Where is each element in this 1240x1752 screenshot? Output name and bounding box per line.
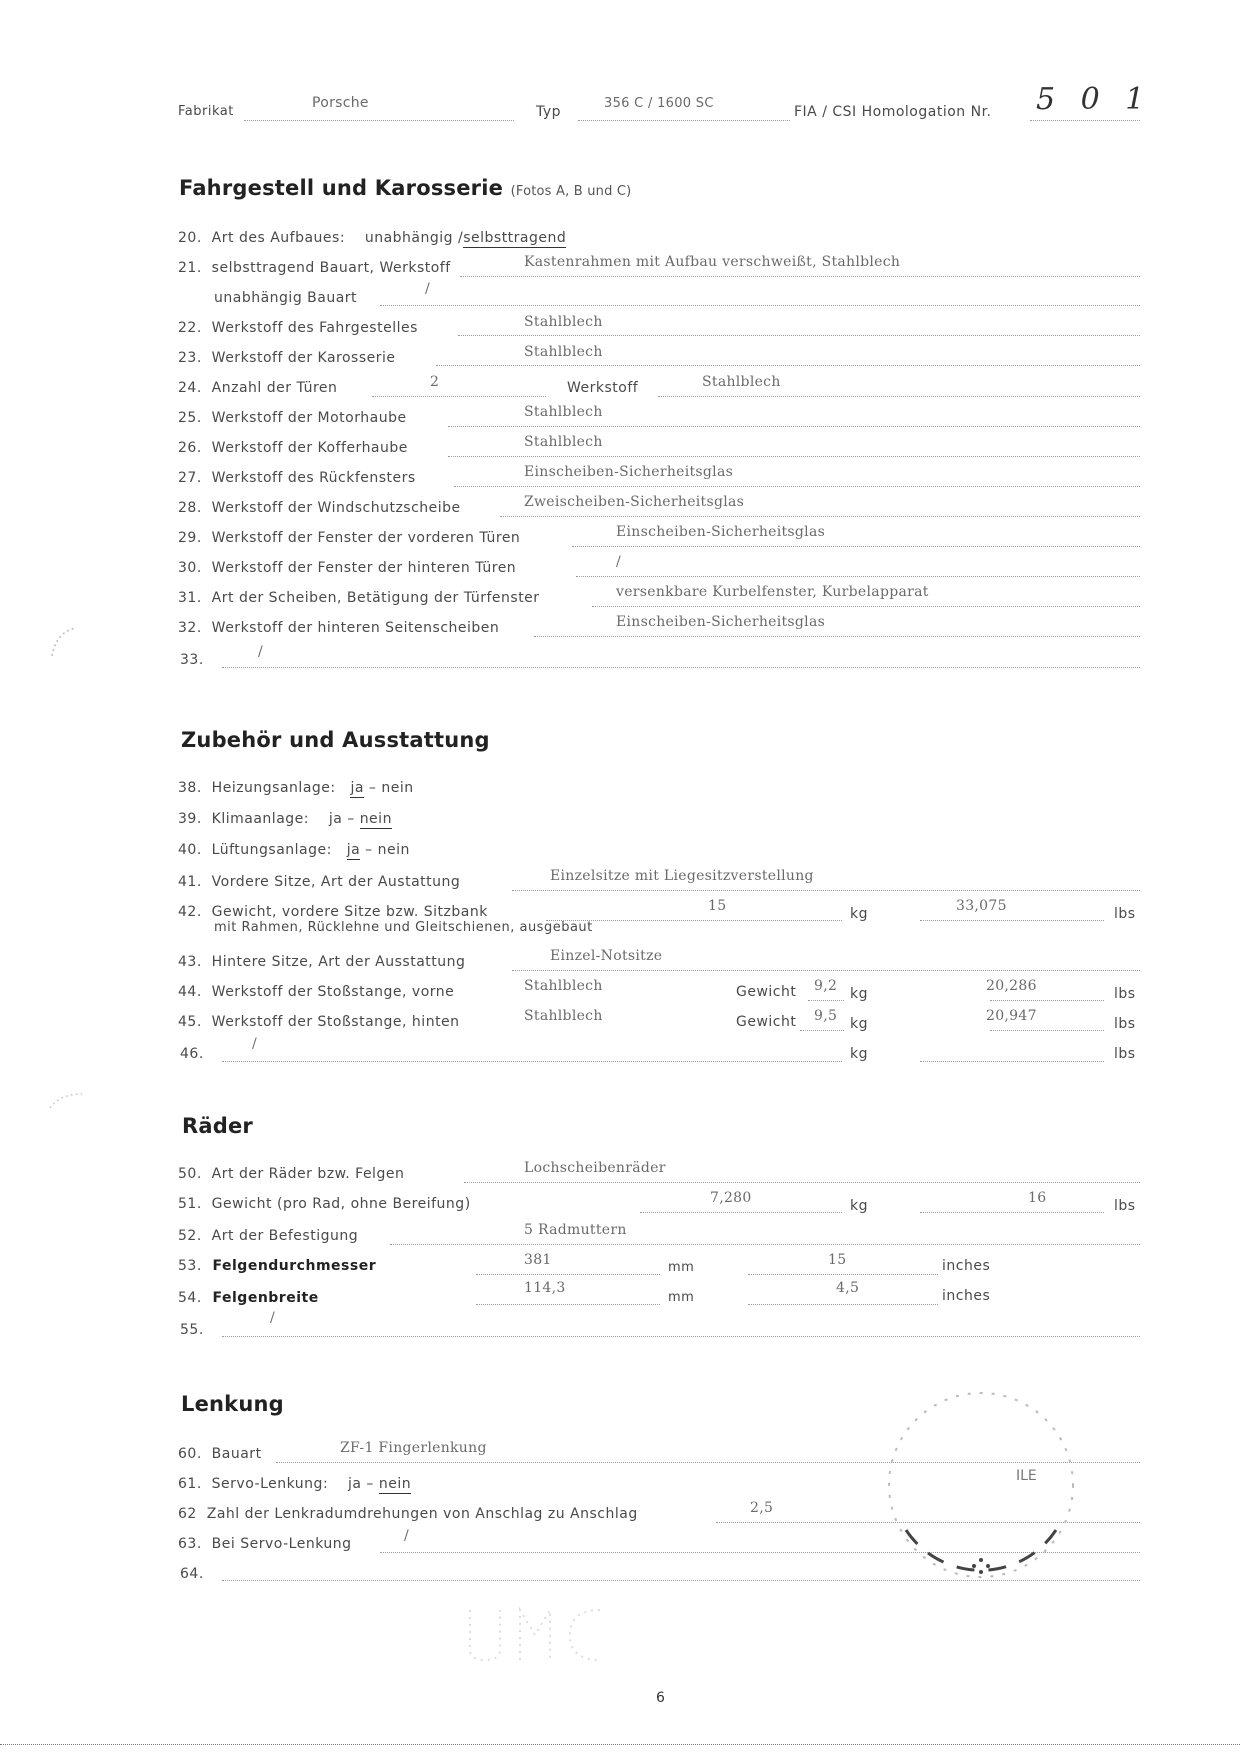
row-42-lbs-value[interactable]: 33,075 [956,898,1007,914]
row-45-kg-unit: kg [850,1016,868,1032]
row-52-line [390,1244,1140,1245]
row-label: Gewicht (pro Rad, ohne Bereifung) [211,1196,471,1212]
separator: – [347,811,355,827]
option-selbsttragend-selected[interactable]: selbsttragend [463,230,567,246]
row-50-value[interactable]: Lochscheibenräder [524,1160,666,1176]
stamp-dot [979,1570,983,1574]
row-45-lbs-value[interactable]: 20,947 [986,1008,1037,1024]
row-22 [178,320,418,336]
row-number: 40. [178,842,202,858]
row-24-value2[interactable]: Stahlblech [702,374,781,390]
row-54-mm-value[interactable]: 114,3 [524,1280,566,1296]
row-51-kg-value[interactable]: 7,280 [710,1190,752,1206]
row-43 [178,954,465,970]
row-label: Werkstoff der Motorhaube [211,410,407,426]
row-number: 52. [178,1228,202,1244]
fabrikat-value[interactable]: Porsche [312,95,369,111]
page-number: 6 [656,1690,665,1706]
row-number: 50. [178,1166,202,1182]
row-label: Werkstoff der Karosserie [211,350,396,366]
row-number: 20. [178,230,202,246]
row-22-value[interactable]: Stahlblech [524,314,603,330]
row-55-line [222,1336,1140,1337]
row-53 [178,1258,376,1274]
row-number: 39. [178,811,202,827]
row-21-line [460,276,1140,277]
row-22-line [458,335,1140,336]
row-55-value[interactable]: / [270,1310,276,1326]
row-64-number: 64. [180,1566,204,1582]
row-24-line-b [658,396,1140,397]
row-44 [178,984,454,1000]
row-51-lbs-unit: lbs [1114,1198,1136,1214]
row-label: Bei Servo-Lenkung [211,1536,352,1552]
row-number: 45. [178,1014,202,1030]
option-ja[interactable]: ja [328,811,343,827]
row-53-mm-unit: mm [668,1260,695,1275]
row-label: Gewicht, vordere Sitze bzw. Sitzbank [211,904,488,920]
row-label: Art der Scheiben, Betätigung der Türfenster [211,590,540,606]
row-60-value[interactable]: ZF-1 Fingerlenkung [340,1440,487,1456]
row-45-weight-label: Gewicht [736,1014,797,1030]
row-44-lbs-line [990,1000,1104,1001]
row-44-weight-label: Gewicht [736,984,797,1000]
row-51-kg-line [640,1212,842,1213]
row-label: Lüftungsanlage: [211,842,332,858]
official-stamp [866,1380,1096,1590]
row-42-label-line2: mit Rahmen, Rücklehne und Gleitschienen, ausgebaut [214,920,593,935]
row-41-line [512,890,1140,891]
row-27 [178,470,416,486]
row-number: 26. [178,440,202,456]
row-46-kg-unit: kg [850,1046,868,1062]
row-39 [178,811,392,827]
row-24-line-a [372,396,546,397]
fabrikat-label: Fabrikat [178,104,234,119]
row-label: Bauart [211,1446,262,1462]
fabrikat-line [244,120,514,121]
row-number: 29. [178,530,202,546]
row-number: 21. [178,260,202,276]
row-33-line [222,667,1140,668]
row-number: 32. [178,620,202,636]
row-number: 23. [178,350,202,366]
row-28-line [500,516,1140,517]
row-number: 25. [178,410,202,426]
section-title-text: Fahrgestell und Karosserie [179,176,504,200]
row-21b-value[interactable]: / [425,281,431,297]
row-number: 54. [178,1290,202,1306]
row-label: Werkstoff der Stoßstange, hinten [211,1014,460,1030]
row-54-in-line [748,1304,938,1305]
row-26-line [448,456,1140,457]
row-27-line [454,486,1140,487]
section-title-fahrgestell [179,176,631,200]
row-54-in-unit: inches [942,1288,991,1304]
row-label: Vordere Sitze, Art der Austattung [211,874,461,890]
option-ja[interactable]: ja [347,1476,362,1492]
row-53-mm-value[interactable]: 381 [524,1252,552,1268]
row-28 [178,500,461,516]
row-number: 38. [178,780,202,796]
row-29-line [572,546,1140,547]
stamp-dot [972,1564,976,1568]
row-45-value[interactable]: Stahlblech [524,1008,603,1024]
row-44-kg-value[interactable]: 9,2 [814,978,838,994]
row-label: Werkstoff des Rückfensters [211,470,416,486]
separator: – [366,1476,374,1492]
faded-stamp [460,1600,640,1670]
row-45-kg-value[interactable]: 9,5 [814,1008,838,1024]
stamp-dot [979,1558,983,1562]
row-31 [178,590,540,606]
row-62 [178,1506,638,1522]
row-51-kg-unit: kg [850,1198,868,1214]
row-42-lbs-line [920,920,1104,921]
row-label: Felgendurchmesser [212,1258,377,1274]
row-41-value[interactable]: Einzelsitze mit Liegesitzverstellung [550,868,814,884]
row-number: 41. [178,874,202,890]
row-45 [178,1014,460,1030]
margin-mark [48,620,88,660]
row-number: 51. [178,1196,202,1212]
row-number: 30. [178,560,202,576]
row-label: Felgenbreite [212,1290,319,1306]
option-nein-selected[interactable]: nein [359,811,392,827]
row-30-line [576,576,1140,577]
row-53-in-line [748,1274,938,1275]
row-23-line [436,365,1140,366]
row-45-lbs-unit: lbs [1114,1016,1136,1032]
margin-mark [46,1088,86,1112]
row-24-label2: Werkstoff [567,380,639,396]
row-46-lbs-line [920,1061,1104,1062]
stamp-text: ILE [1016,1468,1037,1484]
row-label: Werkstoff der Fenster der vorderen Türen [211,530,521,546]
row-30 [178,560,516,576]
section-title-lenkung: Lenkung [181,1392,284,1416]
row-52-value[interactable]: 5 Radmuttern [524,1222,627,1238]
row-53-mm-line [476,1274,660,1275]
row-62-value[interactable]: 2,5 [750,1500,774,1516]
row-21b-label: unabhängig Bauart [214,290,358,306]
row-number: 28. [178,500,202,516]
option-unabhaengig[interactable]: unabhängig / [364,230,464,246]
row-29-value[interactable]: Einscheiben-Sicherheitsglas [616,524,826,540]
row-52 [178,1228,358,1244]
row-44-kg-unit: kg [850,986,868,1002]
row-label: selbsttragend Bauart, Werkstoff [211,260,451,276]
row-label: Art des Aufbaues: [211,230,346,246]
row-54-mm-line [476,1304,660,1305]
row-54-mm-unit: mm [668,1290,695,1305]
row-33-value[interactable]: / [258,644,264,660]
row-number: 43. [178,954,202,970]
row-number: 53. [178,1258,202,1274]
row-51-lbs-value[interactable]: 16 [1028,1190,1047,1206]
option-nein-selected[interactable]: nein [378,1476,412,1492]
row-44-lbs-value[interactable]: 20,286 [986,978,1037,994]
row-33-number: 33. [180,652,204,668]
row-number: 31. [178,590,202,606]
row-42-kg-value[interactable]: 15 [708,898,727,914]
option-nein[interactable]: nein [381,780,414,796]
row-54-in-value[interactable]: 4,5 [836,1280,860,1296]
row-label: Werkstoff der Windschutzscheibe [211,500,461,516]
row-53-in-value[interactable]: 15 [828,1252,847,1268]
row-label: Werkstoff der Kofferhaube [211,440,408,456]
row-51-lbs-line [920,1212,1104,1213]
row-51 [178,1196,471,1212]
homologation-number[interactable]: 5 0 1 [1036,82,1153,117]
row-number: 60. [178,1446,202,1462]
row-label: Art der Räder bzw. Felgen [211,1166,405,1182]
row-label: Klimaanlage: [211,811,309,827]
row-label: Heizungsanlage: [211,780,336,796]
separator: – [368,780,377,796]
option-ja-selected[interactable]: ja [350,780,364,796]
row-46-value[interactable]: / [252,1036,258,1052]
row-46-kg-line [222,1061,842,1062]
typ-value[interactable]: 356 C / 1600 SC [604,96,714,111]
row-63 [178,1536,352,1552]
row-41 [178,874,460,890]
row-45-lbs-line [990,1030,1104,1031]
row-25-line [448,426,1140,427]
row-42-kg-unit: kg [850,906,868,922]
homologation-label: FIA / CSI Homologation Nr. [794,104,992,120]
row-44-value[interactable]: Stahlblech [524,978,603,994]
typ-line [578,120,790,121]
row-27-value[interactable]: Einscheiben-Sicherheitsglas [524,464,734,480]
row-46-number: 46. [180,1046,204,1062]
row-26-value[interactable]: Stahlblech [524,434,603,450]
row-31-value[interactable]: versenkbare Kurbelfenster, Kurbelapparat [616,584,929,600]
row-21 [178,260,451,276]
row-50-line [464,1182,1140,1183]
row-54 [178,1290,319,1306]
row-21b-line [380,305,1140,306]
row-21-value[interactable]: Kastenrahmen mit Aufbau verschweißt, Stahlblech [524,254,901,270]
row-label: Art der Befestigung [211,1228,359,1244]
option-ja-selected[interactable]: ja [346,842,361,858]
stamp-arc [906,1530,1056,1570]
row-32 [178,620,499,636]
row-44-lbs-unit: lbs [1114,986,1136,1002]
row-23 [178,350,396,366]
section-subtitle: (Fotos A, B und C) [510,184,632,199]
row-label: Werkstoff der Stoßstange, vorne [211,984,455,1000]
row-label: Hintere Sitze, Art der Ausstattung [211,954,466,970]
section-title-raeder: Räder [182,1114,253,1138]
row-number: 44. [178,984,202,1000]
row-label: Anzahl der Türen [211,380,338,396]
row-44-kg-line [808,1000,844,1001]
typ-label: Typ [536,104,562,120]
row-24 [178,380,337,396]
row-42-kg-line [546,920,842,921]
row-number: 42. [178,904,202,920]
row-20 [178,230,566,246]
row-30-value[interactable]: / [616,554,622,570]
row-number: 27. [178,470,202,486]
stamp-dot [986,1564,990,1568]
row-25 [178,410,407,426]
row-label: Servo-Lenkung: [211,1476,329,1492]
homologation-line [1030,120,1140,121]
option-nein[interactable]: nein [377,842,410,858]
row-45-kg-line [800,1030,844,1031]
row-42-lbs-unit: lbs [1114,906,1136,922]
separator: – [365,842,373,858]
row-23-value[interactable]: Stahlblech [524,344,603,360]
row-46-lbs-unit: lbs [1114,1046,1136,1062]
row-label: Werkstoff des Fahrgestelles [211,320,418,336]
row-32-line [534,636,1140,637]
row-number: 63. [178,1536,202,1552]
row-26 [178,440,408,456]
row-63-value[interactable]: / [404,1528,410,1544]
row-number: 24. [178,380,202,396]
row-55-number: 55. [180,1322,204,1338]
row-number: 22. [178,320,202,336]
row-29 [178,530,520,546]
row-number: 61. [178,1476,202,1492]
row-38 [178,780,414,796]
row-40 [178,842,410,858]
stamp-ring [889,1393,1073,1577]
row-32-value[interactable]: Einscheiben-Sicherheitsglas [616,614,826,630]
row-61 [178,1476,411,1492]
row-42 [178,904,488,920]
row-31-line [592,606,1140,607]
row-number: 62 [178,1506,197,1522]
row-label: Werkstoff der hinteren Seitenscheiben [211,620,500,636]
row-28-value[interactable]: Zweischeiben-Sicherheitsglas [524,494,745,510]
row-label: Zahl der Lenkradumdrehungen von Anschlag zu Anschlag [206,1506,638,1522]
row-50 [178,1166,404,1182]
row-43-line [512,970,1140,971]
page-bottom-edge [0,1744,1240,1745]
row-24-value[interactable]: 2 [430,374,440,390]
row-53-in-unit: inches [942,1258,991,1274]
row-60 [178,1446,262,1462]
row-43-value[interactable]: Einzel-Notsitze [550,948,663,964]
row-label: Werkstoff der Fenster der hinteren Türen [211,560,517,576]
section-title-zubehoer: Zubehör und Ausstattung [181,728,490,752]
row-25-value[interactable]: Stahlblech [524,404,603,420]
